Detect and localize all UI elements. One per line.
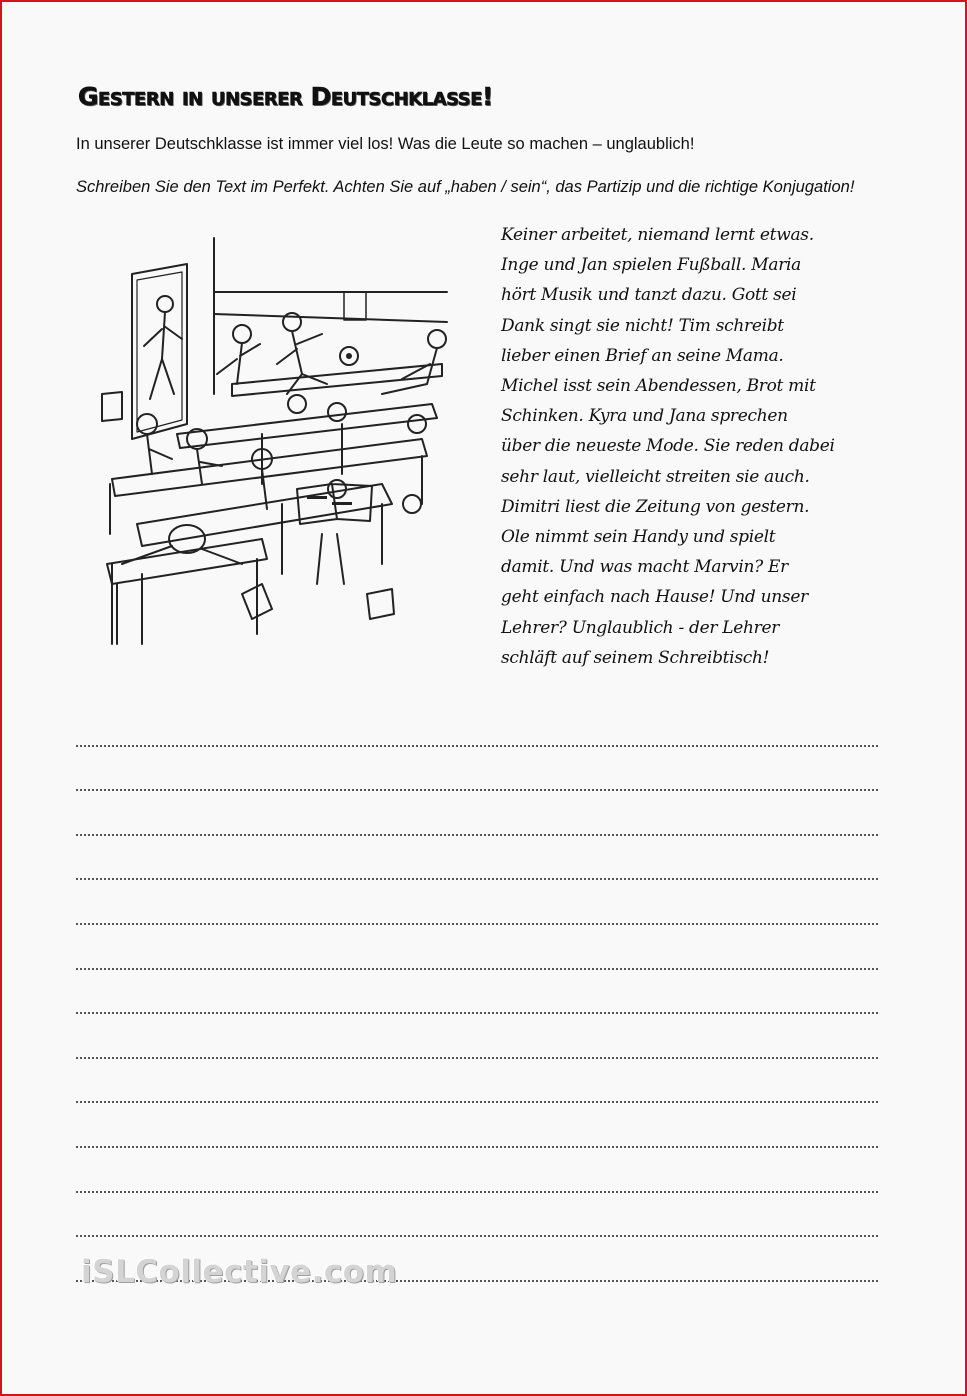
story-line: schläft auf seinem Schreibtisch! — [501, 647, 770, 668]
story-line: damit. Und was macht Marvin? Er — [501, 557, 788, 578]
writing-line[interactable] — [76, 1193, 878, 1238]
story-line: über die neueste Mode. Sie reden dabei — [501, 436, 835, 457]
writing-line[interactable] — [76, 1014, 878, 1059]
writing-line[interactable] — [76, 747, 878, 792]
writing-line[interactable] — [76, 702, 878, 747]
writing-line[interactable] — [76, 925, 878, 970]
writing-line[interactable] — [76, 970, 878, 1015]
writing-line[interactable] — [76, 1148, 878, 1193]
classroom-illustration — [82, 234, 462, 654]
watermark: iSLCollective.com — [81, 1254, 398, 1290]
writing-line[interactable] — [76, 791, 878, 836]
story-line: Keiner arbeitet, niemand lernt etwas. — [501, 225, 814, 245]
story-line: Inge und Jan spielen Fußball. Maria — [501, 255, 801, 276]
story-line: Lehrer? Unglaublich - der Lehrer — [501, 617, 780, 638]
writing-line[interactable] — [76, 1059, 878, 1104]
worksheet-title: Gestern in unserer Deutschklasse! — [78, 82, 493, 111]
story-line: Schinken. Kyra und Jana sprechen — [501, 406, 788, 427]
story-line: Michel isst sein Abendessen, Brot mit — [501, 376, 816, 397]
writing-line[interactable] — [76, 836, 878, 881]
story-text — [501, 220, 911, 673]
story-line: lieber einen Brief an seine Mama. — [501, 345, 784, 366]
story-line: sehr laut, vielleicht streiten sie auch. — [501, 466, 810, 487]
task-instructions: Schreiben Sie den Text im Perfekt. Achten Sie auf „haben / sein“, das Partizip und die richtige Konjugation! — [76, 178, 855, 196]
writing-lines — [76, 702, 878, 1282]
intro-text: In unserer Deutschklasse ist immer viel los! Was die Leute so machen – unglaublich! — [76, 135, 695, 153]
writing-line[interactable] — [76, 880, 878, 925]
story-line: Ole nimmt sein Handy und spielt — [501, 527, 776, 548]
story-line: geht einfach nach Hause! Und unser — [501, 587, 808, 608]
story-line: hört Musik und tanzt dazu. Gott sei — [501, 285, 797, 306]
story-line: Dank singt sie nicht! Tim schreibt — [501, 315, 784, 336]
story-line: Dimitri liest die Zeitung von gestern. — [501, 496, 810, 517]
writing-line[interactable] — [76, 1103, 878, 1148]
